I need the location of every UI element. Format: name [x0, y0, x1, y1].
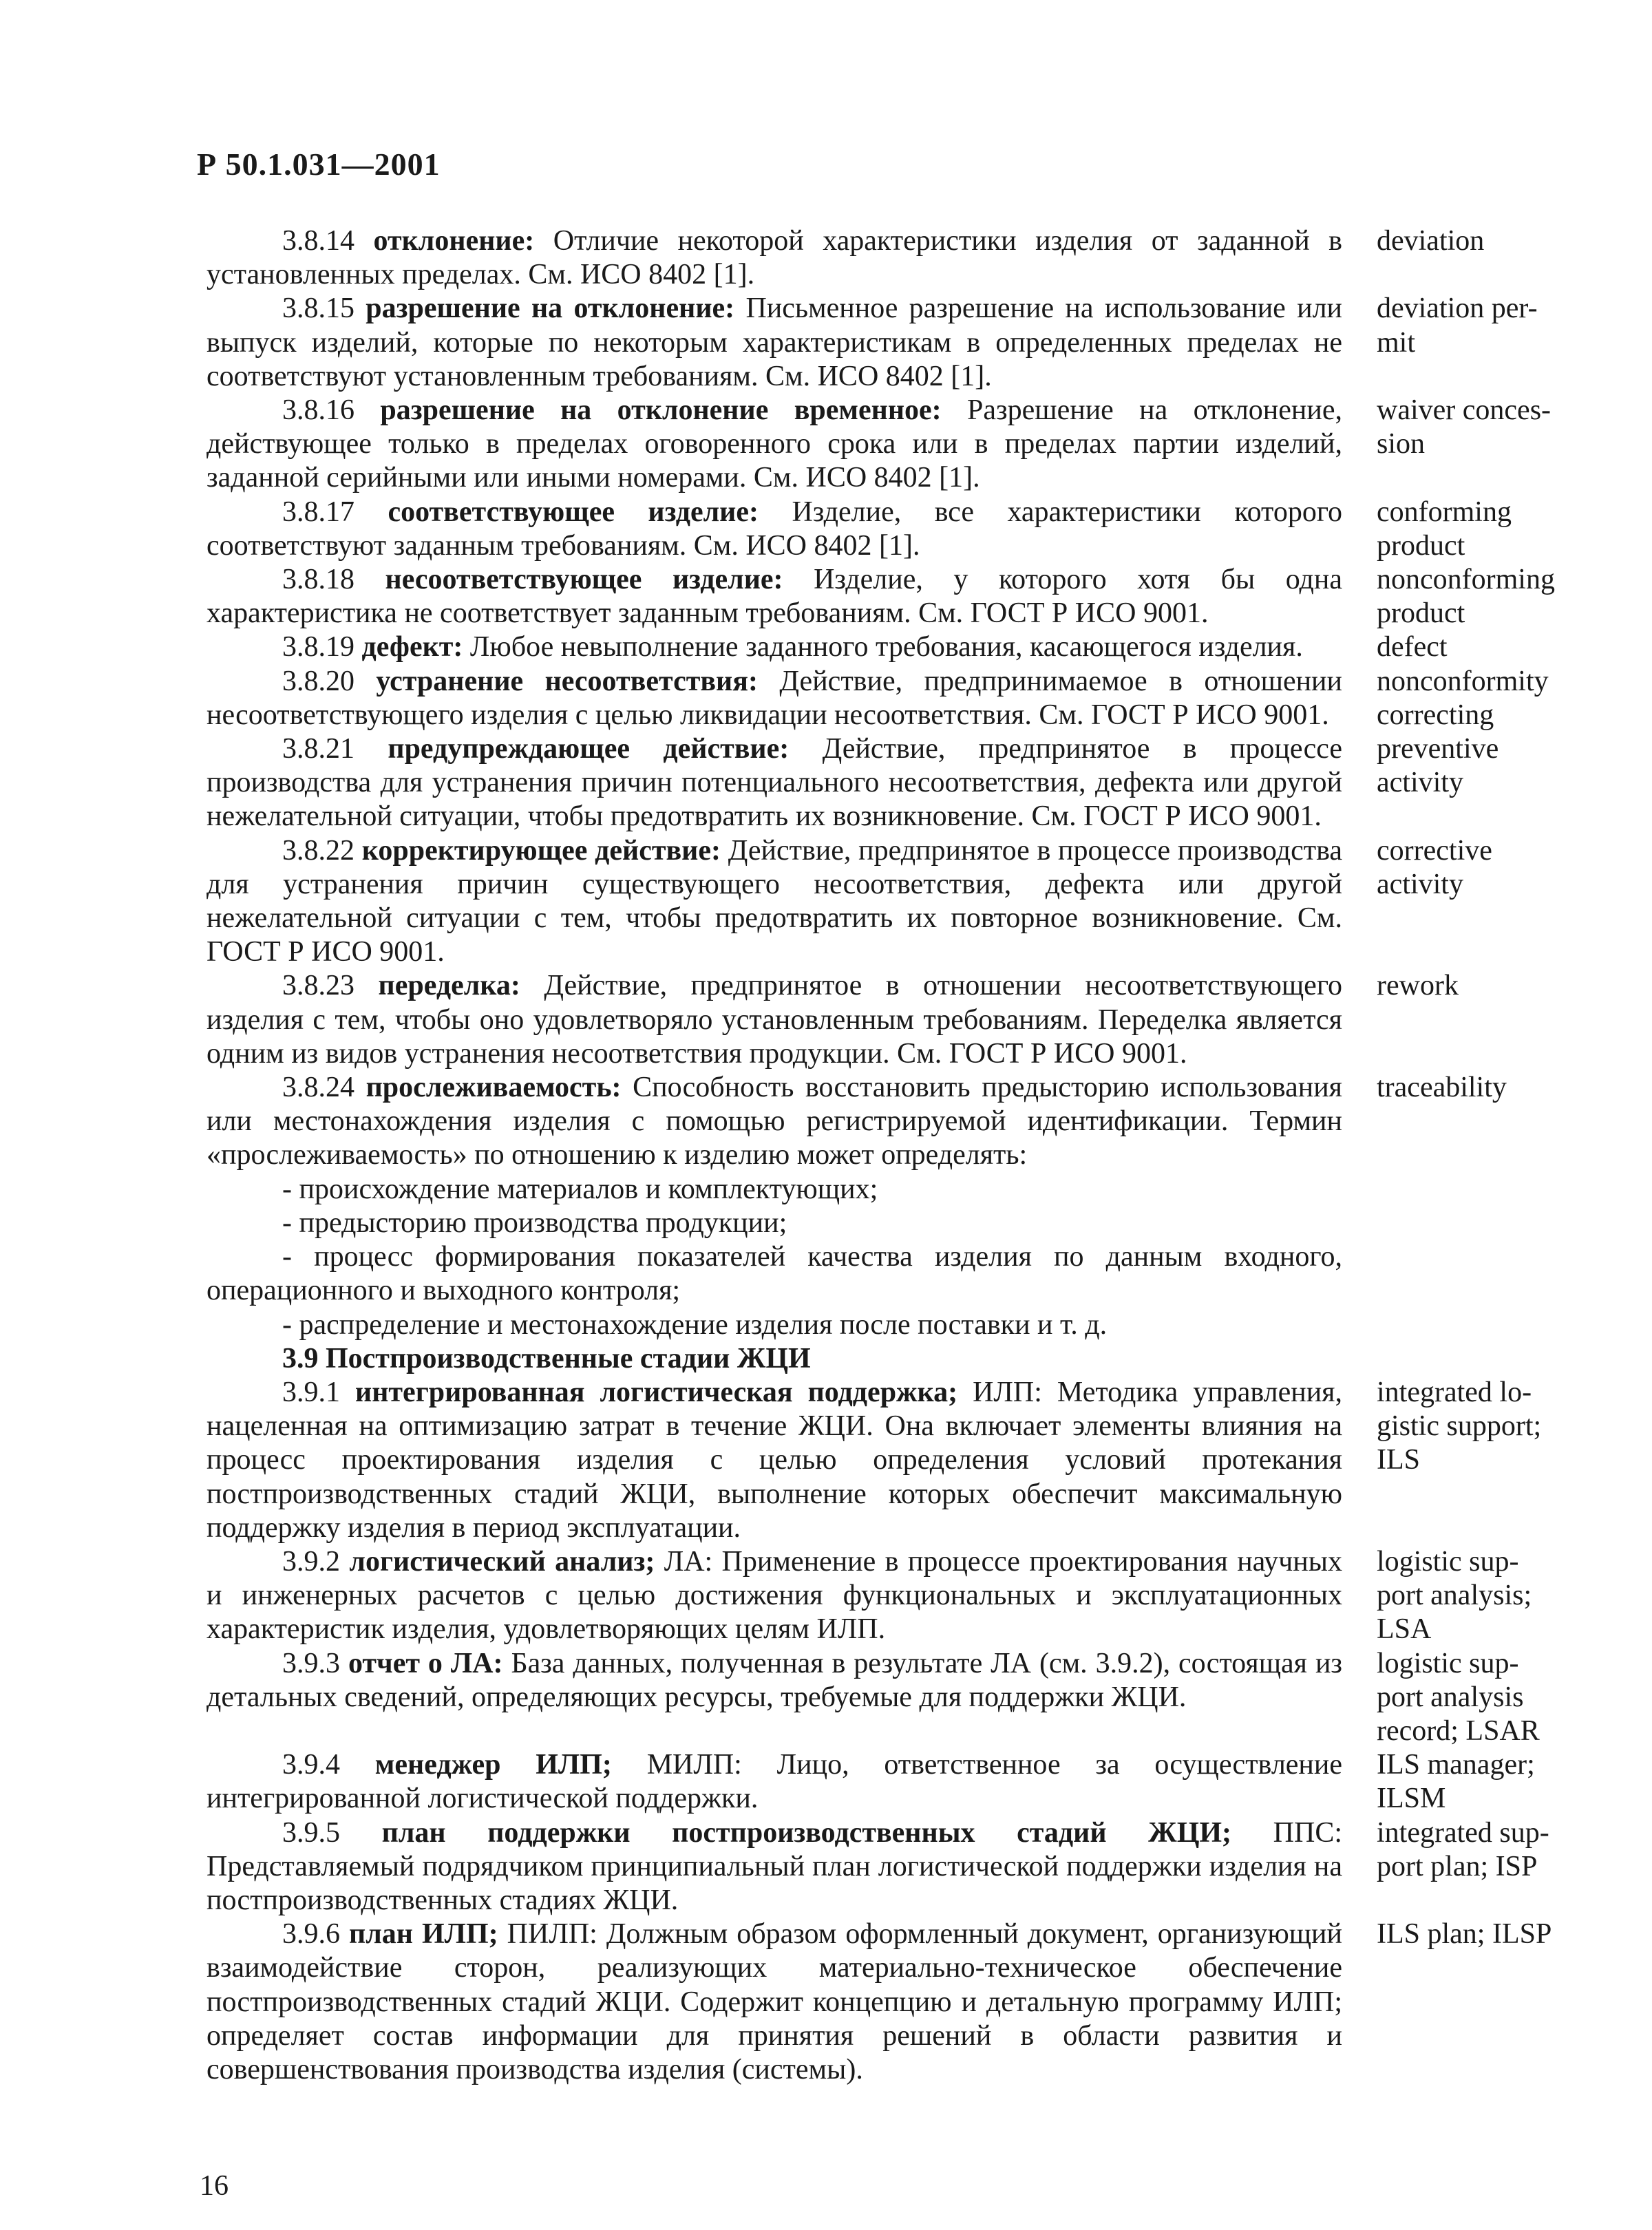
list-item: - процесс формирования показателей качества изделия по данным входного, операционного и выходного контроля; — [206, 1241, 1342, 1307]
definition-text — [206, 1748, 1342, 1816]
definition: База данных, полученная в результате ЛА (см. 3.9.2), состоящая из детальных сведений, определяющих ресурсы, требуемые для поддержки ЖЦИ. — [206, 1647, 1343, 1713]
entry-number: 3.8.24 — [282, 1072, 354, 1104]
definition-text — [206, 1545, 1342, 1647]
english-term-line: correcting — [1377, 699, 1494, 731]
english-term-line: port analysis — [1377, 1681, 1524, 1713]
definition-entry — [206, 292, 1576, 394]
entry-number: 3.8.17 — [282, 496, 354, 528]
definition: ЛА: Применение в процессе проектирования научных и инженерных расчетов с целью достижения функциональных и эксплуатационных характеристик изделия, удовлетворяющих целям ИЛП. — [206, 1545, 1342, 1646]
definition-entry — [206, 1816, 1576, 1918]
english-term-line: deviation per- — [1377, 293, 1538, 325]
english-equivalent — [1377, 1647, 1576, 1749]
definition-text — [206, 969, 1342, 1071]
definition-entry — [206, 732, 1576, 834]
english-term-line: nonconformity — [1377, 665, 1549, 697]
english-term-line: waiver conces- — [1377, 394, 1552, 427]
definition: Действие, предпринятое в отношении несоответствующего изделия с тем, чтобы оно удовлетворяло установленным требованиям. Переделка является одним из видов устранения несоответствия продукции. См. ГОСТ Р ИСО 9001. — [206, 970, 1342, 1070]
entry-number: 3.9.5 — [282, 1816, 340, 1849]
definition: Действие, предпринимаемое в отношении несоответствующего изделия с целью ликвидации несоответствия. См. ГОСТ Р ИСО 9001. — [206, 665, 1343, 731]
definition-entry — [206, 394, 1576, 496]
document-body — [206, 224, 1576, 2087]
entries-section-3-8 — [206, 224, 1576, 1173]
entry-number: 3.9.4 — [282, 1749, 340, 1781]
english-term-line: port plan; ISP — [1377, 1850, 1538, 1882]
definition: Действие, предпринятое в процессе производства для устранения причин потенциального несоответствия, дефекта или другой нежелательной ситуации, чтобы предотвратить их возникновение. См. ГОСТ Р ИСО 9001. — [206, 733, 1343, 833]
entry-number: 3.8.21 — [282, 733, 354, 765]
term: разрешение на отклонение: — [366, 293, 735, 325]
definition: Способность восстановить предысторию использования или местонахождения изделия с помощью регистрируемой идентификации. Термин «прослеживаемость» по отношению к изделию может определять: — [206, 1072, 1342, 1171]
term: соответствующее изделие: — [388, 496, 759, 528]
entry-number: 3.8.20 — [282, 665, 354, 697]
definition-entry — [206, 1918, 1576, 2087]
english-term-line: preventive — [1377, 733, 1499, 765]
definition-text — [206, 1647, 1342, 1714]
definition: Изделие, все характеристики которого соответствуют заданным требованиям. См. ИСО 8402 [1]. — [206, 496, 1342, 562]
english-term-line: corrective — [1377, 834, 1492, 867]
english-term-line: logistic sup- — [1377, 1647, 1519, 1679]
term: отчет о ЛА: — [348, 1647, 503, 1679]
list-item: - распределение и местонахождение изделия после поставки и т. д. — [282, 1308, 1108, 1341]
term: отклонение: — [373, 225, 535, 257]
term: несоответствующее изделие: — [385, 564, 783, 596]
english-term-line: activity — [1377, 767, 1463, 799]
entry-number: 3.8.19 — [282, 631, 354, 663]
english-term-line: product — [1377, 529, 1465, 562]
term: прослеживаемость: — [366, 1072, 622, 1104]
term: логистический анализ; — [349, 1545, 655, 1578]
term: план поддержки постпроизводственных стадий ЖЦИ; — [381, 1816, 1232, 1849]
entry-number: 3.8.22 — [282, 834, 354, 867]
definition-entry — [206, 1748, 1576, 1816]
definition-entry — [206, 496, 1576, 563]
entry-number: 3.8.16 — [282, 394, 354, 427]
definition-entry — [206, 834, 1576, 970]
term: предупреждающее действие: — [388, 733, 790, 765]
definition: МИЛП: Лицо, ответственное за осуществление интегрированной логистической поддержки. — [206, 1749, 1343, 1815]
entries-section-3-9 — [206, 1376, 1576, 2087]
english-equivalent — [1377, 496, 1576, 563]
entry-number: 3.9.2 — [282, 1545, 340, 1578]
entry-number: 3.8.18 — [282, 564, 354, 596]
definition-text — [206, 1376, 1342, 1545]
definition-text — [206, 394, 1342, 496]
entry-number: 3.8.15 — [282, 293, 354, 325]
english-term-line: record; LSAR — [1377, 1714, 1540, 1747]
english-term-line: deviation — [1377, 225, 1485, 257]
term: устранение несоответствия: — [376, 665, 758, 697]
definition-entry — [206, 563, 1576, 630]
english-term-line: ILS manager; — [1377, 1749, 1535, 1781]
english-equivalent — [1377, 732, 1576, 800]
english-term-line: product — [1377, 597, 1465, 630]
definition-text — [206, 563, 1342, 630]
definition-text — [206, 665, 1342, 732]
definition: Отличие некоторой характеристики изделия от заданной в установленных пределах. См. ИСО 8402 [1]. — [206, 225, 1343, 291]
term: корректирующее действие: — [361, 834, 721, 867]
definition: Любое невыполнение заданного требования, касающегося изделия. — [469, 631, 1303, 663]
traceability-list — [206, 1173, 1576, 1342]
definition-text — [206, 224, 1342, 292]
english-term-line: port analysis; — [1377, 1580, 1532, 1612]
definition-entry — [206, 665, 1576, 732]
definition: Разрешение на отклонение, действующее только в пределах оговоренного срока или в пределах партии изделий, заданной серийными или иными номерами. См. ИСО 8402 [1]. — [206, 394, 1343, 494]
section-heading: 3.9 Постпроизводственные стадии ЖЦИ — [282, 1342, 811, 1374]
definition-entry — [206, 1376, 1576, 1545]
term: дефект: — [361, 631, 463, 663]
term: интегрированная логистическая поддержка; — [355, 1376, 958, 1408]
term: разрешение на отклонение временное: — [380, 394, 942, 427]
entry-number: 3.9.1 — [282, 1376, 340, 1408]
english-term-line: defect — [1377, 631, 1448, 663]
definition: ПИЛП: Должным образом оформленный документ, организующий взаимодействие сторон, реализующих материально-техническое обеспечение постпроизводственных стадий ЖЦИ. Содержит концепцию и детальную программу ИЛП; определяет состав информации для принятия решений в области развития и совершенствования производства изделия (системы). — [206, 1918, 1343, 2085]
term: менеджер ИЛП; — [374, 1749, 612, 1781]
entry-number: 3.9.3 — [282, 1647, 340, 1679]
definition-entry — [206, 1647, 1576, 1749]
english-term-line: ILS — [1377, 1444, 1420, 1476]
english-term-line: traceability — [1377, 1072, 1507, 1104]
english-equivalent — [1377, 224, 1576, 258]
definition-text — [206, 732, 1342, 834]
definition-entry — [206, 1545, 1576, 1647]
english-term-line: nonconforming — [1377, 564, 1555, 596]
english-term-line: LSA — [1377, 1613, 1432, 1646]
definition-text — [206, 1071, 1342, 1173]
english-term-line: rework — [1377, 970, 1459, 1002]
definition-text — [206, 1816, 1342, 1918]
definition: ППС: Представляемый подрядчиком принципиальный план логистической поддержки изделия на постпроизводственных стадиях ЖЦИ. — [206, 1816, 1343, 1916]
page-number: 16 — [200, 2170, 229, 2202]
list-item: - предысторию производства продукции; — [282, 1207, 787, 1239]
definition-text — [206, 292, 1342, 394]
entry-number: 3.8.23 — [282, 970, 354, 1002]
english-term-line: mit — [1377, 326, 1416, 359]
definition-entry — [206, 969, 1576, 1071]
english-equivalent — [1377, 1071, 1576, 1105]
definition: Изделие, у которого хотя бы одна характеристика не соответствует заданным требованиям. См. ГОСТ Р ИСО 9001. — [206, 564, 1342, 630]
english-term-line: ILSM — [1377, 1783, 1446, 1815]
english-equivalent — [1377, 1545, 1576, 1647]
english-equivalent — [1377, 834, 1576, 902]
english-equivalent — [1377, 1748, 1576, 1816]
entry-number: 3.8.14 — [282, 225, 354, 257]
document-id: Р 50.1.031—2001 — [197, 147, 441, 182]
english-term-line: activity — [1377, 868, 1463, 900]
definition-text — [206, 834, 1342, 970]
english-equivalent — [1377, 630, 1576, 664]
definition-text — [206, 630, 1342, 664]
english-term-line: logistic sup- — [1377, 1545, 1519, 1578]
english-equivalent — [1377, 292, 1576, 359]
english-term-line: ILS plan; ILSP — [1377, 1918, 1552, 1951]
definition: Действие, предпринятое в процессе производства для устранения причин существующего несоответствия, дефекта или другой нежелательной ситуации с тем, чтобы предотвратить их повторное возникновение. См. ГОСТ Р ИСО 9001. — [206, 834, 1343, 968]
definition-text — [206, 1918, 1342, 2087]
english-equivalent — [1377, 665, 1576, 732]
definition-entry — [206, 630, 1576, 664]
definition: Письменное разрешение на использование или выпуск изделий, которые по некоторым характеристикам в определенных пределах не соответствуют установленным требованиям. См. ИСО 8402 [1]. — [206, 293, 1343, 392]
definition-entry — [206, 224, 1576, 292]
entry-number: 3.9.6 — [282, 1918, 340, 1951]
english-term-line: gistic support; — [1377, 1410, 1542, 1443]
english-term-line: integrated lo- — [1377, 1376, 1532, 1408]
definition-entry — [206, 1071, 1576, 1173]
definition-text — [206, 496, 1342, 563]
term: переделка: — [378, 970, 520, 1002]
english-equivalent — [1377, 1918, 1576, 1951]
english-equivalent — [1377, 969, 1576, 1003]
english-term-line: conforming — [1377, 496, 1512, 528]
english-equivalent — [1377, 394, 1576, 461]
definition: ИЛП: Методика управления, нацеленная на оптимизацию затрат в течение ЖЦИ. Она включает элементы влияния на процесс проектирования изделия с целью определения условий протекания постпроизводственных стадий ЖЦИ, выполнение которых обеспечит максимальную поддержку изделия в период эксплуатации. — [206, 1376, 1343, 1544]
english-equivalent — [1377, 1816, 1576, 1884]
english-equivalent — [1377, 563, 1576, 630]
term: план ИЛП; — [349, 1918, 498, 1951]
english-term-line: integrated sup- — [1377, 1816, 1549, 1849]
english-equivalent — [1377, 1376, 1576, 1478]
list-item: - происхождение материалов и комплектующих; — [282, 1173, 878, 1205]
english-term-line: sion — [1377, 428, 1426, 460]
